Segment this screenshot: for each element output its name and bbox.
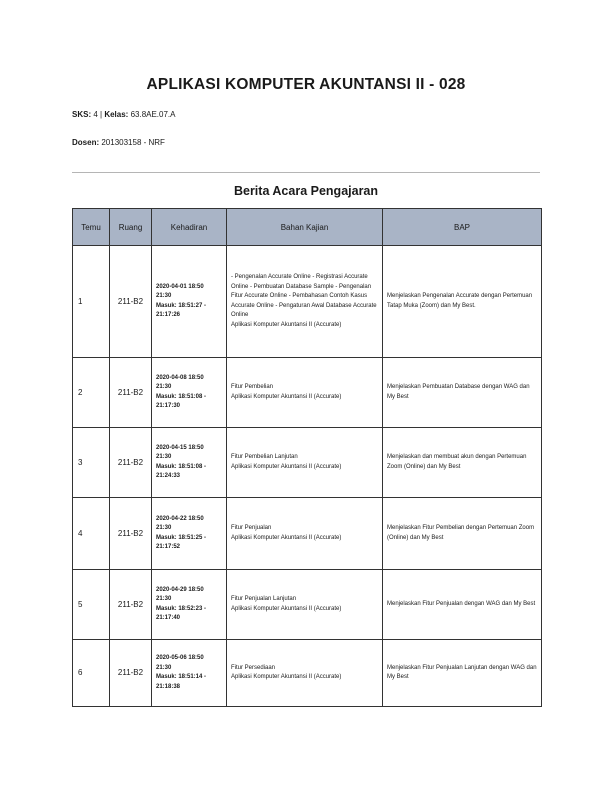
cell-temu: 2 — [73, 358, 110, 428]
cell-kehadiran: 2020-04-29 18:50 21:30 Masuk: 18:52:23 - 21:17:40 — [152, 570, 227, 640]
cell-ruang: 211-B2 — [110, 358, 152, 428]
cell-temu: 1 — [73, 246, 110, 358]
dosen-value: 201303158 - NRF — [99, 138, 165, 147]
cell-bap: Menjelaskan Fitur Penjualan Lanjutan dengan WAG dan My Best — [383, 640, 542, 707]
cell-bahan-kajian: Fitur Pembelian Aplikasi Komputer Akuntansi II (Accurate) — [227, 358, 383, 428]
cell-bahan-kajian: Fitur Persediaan Aplikasi Komputer Akuntansi II (Accurate) — [227, 640, 383, 707]
cell-temu: 5 — [73, 570, 110, 640]
cell-ruang: 211-B2 — [110, 246, 152, 358]
sks-value: 4 | — [91, 110, 105, 119]
table-row — [73, 358, 542, 428]
header-ruang: Ruang — [110, 209, 152, 246]
cell-bap: Menjelaskan Fitur Pembelian dengan Pertemuan Zoom (Online) dan My Best — [383, 498, 542, 570]
table-row — [73, 498, 542, 570]
cell-bahan-kajian: Fitur Penjualan Aplikasi Komputer Akuntansi II (Accurate) — [227, 498, 383, 570]
header-kehadiran: Kehadiran — [152, 209, 227, 246]
cell-kehadiran: 2020-04-01 18:50 21:30 Masuk: 18:51:27 - 21:17:26 — [152, 246, 227, 358]
cell-bap: Menjelaskan dan membuat akun dengan Pertemuan Zoom (Online) dan My Best — [383, 428, 542, 498]
sks-label: SKS: — [72, 110, 92, 119]
cell-kehadiran: 2020-04-15 18:50 21:30 Masuk: 18:51:08 - 21:24:33 — [152, 428, 227, 498]
cell-bap: Menjelaskan Pembuatan Database dengan WAG dan My Best — [383, 358, 542, 428]
cell-kehadiran: 2020-04-08 18:50 21:30 Masuk: 18:51:08 - 21:17:30 — [152, 358, 227, 428]
cell-bap: Menjelaskan Pengenalan Accurate dengan Pertemuan Tatap Muka (Zoom) dan My Best. — [383, 246, 542, 358]
cell-ruang: 211-B2 — [110, 640, 152, 707]
dosen-label: Dosen: — [72, 138, 100, 147]
kelas-value: 63.8AE.07.A — [128, 110, 176, 119]
table-row — [73, 246, 542, 358]
teaching-log-table — [72, 208, 542, 707]
table-row — [73, 640, 542, 707]
header-temu: Temu — [73, 209, 110, 246]
header-bahan-kajian: Bahan Kajian — [227, 209, 383, 246]
cell-temu: 3 — [73, 428, 110, 498]
section-divider — [72, 172, 540, 173]
cell-ruang: 211-B2 — [110, 570, 152, 640]
course-meta-line — [72, 110, 176, 119]
lecturer-meta-line — [72, 138, 165, 147]
table-header-row — [73, 209, 542, 246]
kelas-label: Kelas: — [104, 110, 129, 119]
cell-bahan-kajian: Fitur Penjualan Lanjutan Aplikasi Komputer Akuntansi II (Accurate) — [227, 570, 383, 640]
cell-kehadiran: 2020-05-06 18:50 21:30 Masuk: 18:51:14 - 21:18:38 — [152, 640, 227, 707]
header-bap: BAP — [383, 209, 542, 246]
cell-bahan-kajian: - Pengenalan Accurate Online - Registrasi Accurate Online - Pembuatan Database Sample - Pengenalan Fitur Accurate Online - Pembahasan Contoh Kasus Accurate Online - Pengaturan Awal Database Accurate Online Aplikasi Komputer Akuntansi II (Accurate) — [227, 246, 383, 358]
cell-temu: 4 — [73, 498, 110, 570]
cell-bap: Menjelaskan Fitur Penjualan dengan WAG dan My Best — [383, 570, 542, 640]
section-title: Berita Acara Pengajaran — [233, 184, 379, 198]
cell-temu: 6 — [73, 640, 110, 707]
cell-kehadiran: 2020-04-22 18:50 21:30 Masuk: 18:51:25 - 21:17:52 — [152, 498, 227, 570]
table-row — [73, 570, 542, 640]
cell-ruang: 211-B2 — [110, 428, 152, 498]
document-title: APLIKASI KOMPUTER AKUNTANSI II - 028 — [146, 76, 466, 93]
cell-ruang: 211-B2 — [110, 498, 152, 570]
table-row — [73, 428, 542, 498]
cell-bahan-kajian: Fitur Pembelian Lanjutan Aplikasi Komputer Akuntansi II (Accurate) — [227, 428, 383, 498]
